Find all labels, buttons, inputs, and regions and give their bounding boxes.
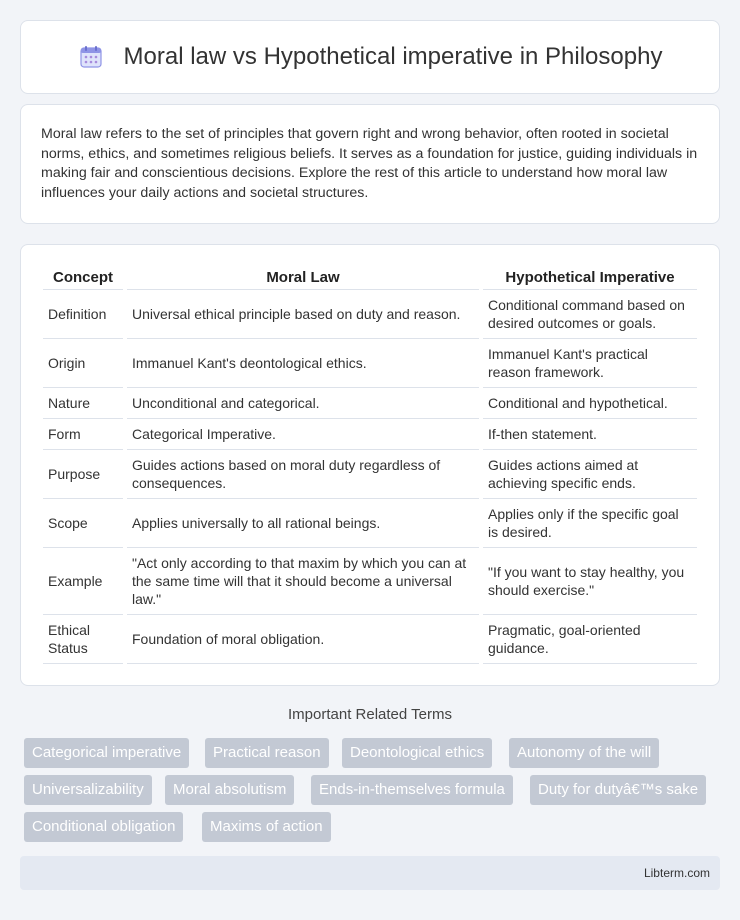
related-term-tag[interactable]: Duty for dutyâ€™s sake — [530, 775, 706, 805]
table-row — [43, 548, 697, 615]
row-concept: Example — [43, 548, 123, 615]
related-term-tag[interactable]: Maxims of action — [202, 812, 331, 842]
row-concept: Definition — [43, 290, 123, 339]
table-row — [43, 419, 697, 450]
row-hypothetical-imperative: Conditional and hypothetical. — [483, 388, 697, 419]
intro-card — [20, 104, 720, 224]
related-term-tag[interactable]: Conditional obligation — [24, 812, 183, 842]
related-terms-title: Important Related Terms — [288, 706, 452, 723]
row-hypothetical-imperative: Applies only if the specific goal is desired. — [483, 499, 697, 548]
related-term-tag[interactable]: Ends-in-themselves formula — [311, 775, 513, 805]
row-concept: Origin — [43, 339, 123, 388]
row-moral-law: Universal ethical principle based on duty and reason. — [127, 290, 479, 339]
row-moral-law: Applies universally to all rational beings. — [127, 499, 479, 548]
row-moral-law: Unconditional and categorical. — [127, 388, 479, 419]
related-term-tag[interactable]: Practical reason — [205, 738, 329, 768]
row-concept: Scope — [43, 499, 123, 548]
row-hypothetical-imperative: Immanuel Kant's practical reason framework. — [483, 339, 697, 388]
row-hypothetical-imperative: Conditional command based on desired outcomes or goals. — [483, 290, 697, 339]
row-hypothetical-imperative: If-then statement. — [483, 419, 697, 450]
column-header-concept: Concept — [43, 265, 123, 290]
table-row — [43, 615, 697, 664]
row-moral-law: "Act only according to that maxim by which you can at the same time will that it should become a universal law." — [127, 548, 479, 615]
row-concept: Nature — [43, 388, 123, 419]
row-concept: Form — [43, 419, 123, 450]
related-term-tag[interactable]: Categorical imperative — [24, 738, 189, 768]
footer-site-link[interactable]: Libterm.com — [643, 866, 710, 880]
row-moral-law: Guides actions based on moral duty regardless of consequences. — [127, 450, 479, 499]
row-concept: Purpose — [43, 450, 123, 499]
title-card — [20, 20, 720, 94]
table-row — [43, 339, 697, 388]
row-concept: Ethical Status — [43, 615, 123, 664]
comparison-table — [39, 265, 701, 664]
comparison-table-card — [20, 244, 720, 686]
related-term-tag[interactable]: Moral absolutism — [165, 775, 294, 805]
row-moral-law: Categorical Imperative. — [127, 419, 479, 450]
page-title: Moral law vs Hypothetical imperative in Philosophy — [123, 43, 663, 70]
calendar-icon — [78, 44, 104, 70]
row-moral-law: Foundation of moral obligation. — [127, 615, 479, 664]
row-hypothetical-imperative: "If you want to stay healthy, you should exercise." — [483, 548, 697, 615]
table-row — [43, 388, 697, 419]
footer — [20, 856, 720, 890]
table-row — [43, 499, 697, 548]
related-term-tag[interactable]: Universalizability — [24, 775, 152, 805]
table-row — [43, 290, 697, 339]
intro-text: Moral law refers to the set of principles that govern right and wrong behavior, often rooted in societal norms, ethics, and sometimes religious beliefs. It serves as a foundation for justice, guiding individuals in making fair and conscientious decisions. Explore the rest of this article to understand how moral law influences your daily actions and societal structures. — [41, 126, 698, 201]
column-header-moral-law: Moral Law — [127, 265, 479, 290]
row-hypothetical-imperative: Pragmatic, goal-oriented guidance. — [483, 615, 697, 664]
table-header-row — [43, 265, 697, 290]
related-term-tag[interactable]: Autonomy of the will — [509, 738, 659, 768]
related-term-tag[interactable]: Deontological ethics — [342, 738, 492, 768]
column-header-hypothetical-imperative: Hypothetical Imperative — [483, 265, 697, 290]
row-hypothetical-imperative: Guides actions aimed at achieving specific ends. — [483, 450, 697, 499]
row-moral-law: Immanuel Kant's deontological ethics. — [127, 339, 479, 388]
table-row — [43, 450, 697, 499]
